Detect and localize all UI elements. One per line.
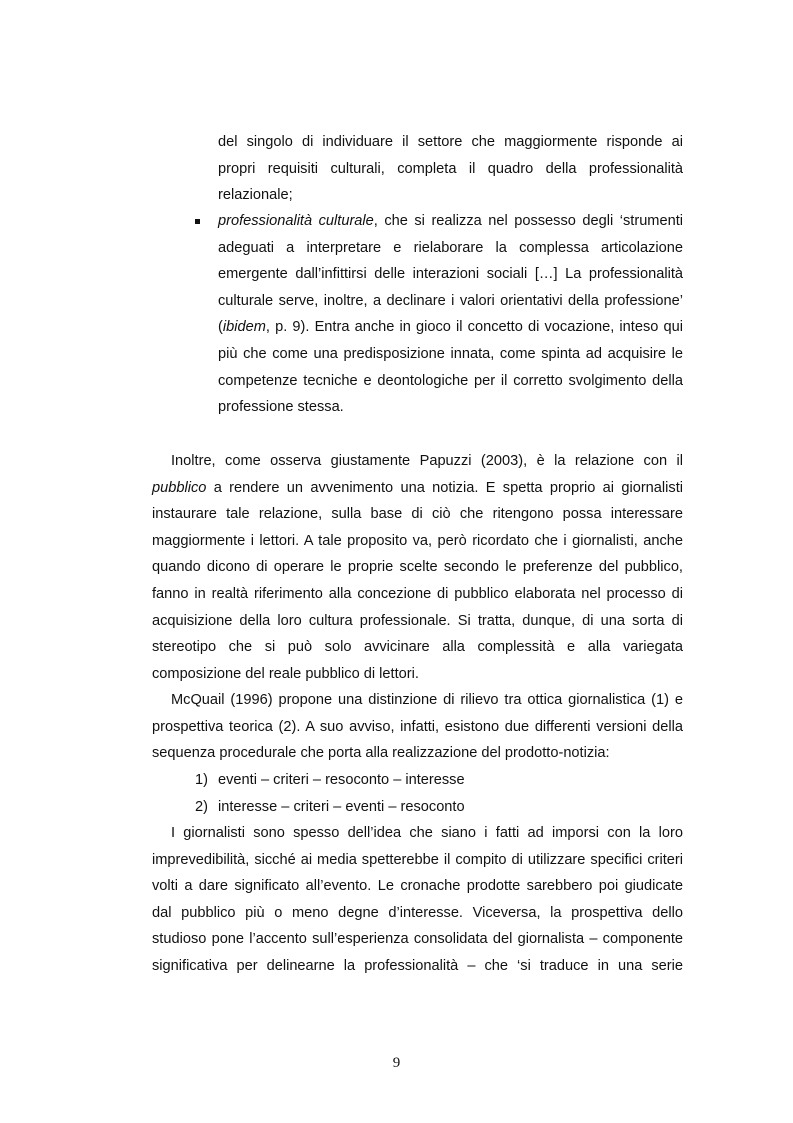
list-text: interesse – criteri – eventi – resoconto [218, 798, 465, 815]
list-item-cultural [218, 208, 683, 421]
list-item [195, 794, 595, 821]
text-line: (ibidem, p. 9). Entra anche in gioco il concetto di vocazione, inteso qui [218, 319, 683, 336]
list-number: 2) [195, 798, 208, 815]
paragraph-giornalisti [152, 820, 683, 980]
paragraph-mcquail [152, 687, 683, 767]
text-line: prospettiva teorica (2). A suo avviso, infatti, esistono due differenti versioni della [152, 718, 683, 735]
text-line: significativa per delinearne la professionalità – che ‘si traduce in una serie [152, 957, 683, 974]
text-line: McQuail (1996) propone una distinzione di rilievo tra ottica giornalistica (1) e [171, 692, 683, 708]
text-line: Inoltre, come osserva giustamente Papuzzi (2003), è la relazione con il [171, 453, 683, 469]
list-item [195, 767, 595, 794]
square-bullet-icon [195, 219, 200, 224]
list-number: 1) [195, 772, 208, 788]
text-line: professione stessa. [218, 399, 344, 416]
text-line: composizione del reale pubblico di lettori. [152, 665, 419, 682]
text-line: pubblico a rendere un avvenimento una notizia. E spetta proprio ai giornalisti [152, 479, 683, 496]
text-line: volti a dare significato all’evento. Le cronache prodotte sarebbero poi giudicate [152, 878, 683, 895]
text-line: culturale serve, inoltre, a declinare i valori orientativi della professione’ [218, 292, 683, 309]
text-line: studioso pone l’accento sull’esperienza consolidata del giornalista – componente [152, 931, 683, 948]
citation-italic: ibidem [222, 319, 266, 336]
text-line: relazionale; [218, 187, 293, 204]
text-line: propri requisiti culturali, completa il quadro della professionalità [218, 160, 683, 177]
term-italic: professionalità culturale [218, 213, 374, 229]
text-line: instaurare tale relazione, sulla base di ciò che ritengono possa interessare [152, 506, 683, 523]
text-line: acquisizione della loro cultura professionale. Si tratta, dunque, di una sorta di [152, 612, 683, 629]
text-line: più che come una predisposizione innata, come spinta ad acquisire le [218, 345, 683, 362]
list-text: eventi – criteri – resoconto – interesse [218, 772, 465, 788]
text-line: competenze tecniche e deontologiche per il corretto svolgimento della [218, 372, 683, 389]
text-line: adeguati a interpretare e rielaborare la complessa articolazione [218, 239, 683, 256]
text-line: sequenza procedurale che porta alla realizzazione del prodotto-notizia: [152, 745, 610, 762]
text-line: professionalità culturale, che si realizza nel possesso degli ‘strumenti [218, 213, 683, 229]
text-line: imprevedibilità, sicché ai media spetterebbe il compito di utilizzare specifici criteri [152, 851, 683, 868]
text-line: dal pubblico più o meno degne d’interesse. Viceversa, la prospettiva dello [152, 904, 683, 921]
text-line: quando dicono di operare le proprie scelte secondo le preferenze del pubblico, [152, 559, 683, 576]
numbered-list [195, 767, 595, 820]
text-line: emergente dall’infittirsi delle interazioni sociali […] La professionalità [218, 266, 683, 283]
page-number: 9 [392, 1055, 401, 1071]
text-line: maggiormente i lettori. A tale proposito va, però ricordato che i giornalisti, anche [152, 532, 683, 549]
text-line: del singolo di individuare il settore che maggiormente risponde ai [218, 134, 683, 150]
paragraph-papuzzi [152, 448, 683, 687]
list-item-continuation [218, 129, 683, 209]
text-line: I giornalisti sono spesso dell’idea che siano i fatti ad imporsi con la loro [171, 825, 683, 841]
text-line: stereotipo che si può solo avvicinare alla complessità e alla variegata [152, 639, 683, 656]
term-italic: pubblico [152, 479, 207, 496]
text-line: fanno in realtà riferimento alla concezione di pubblico elaborata nel processo di [152, 585, 683, 602]
